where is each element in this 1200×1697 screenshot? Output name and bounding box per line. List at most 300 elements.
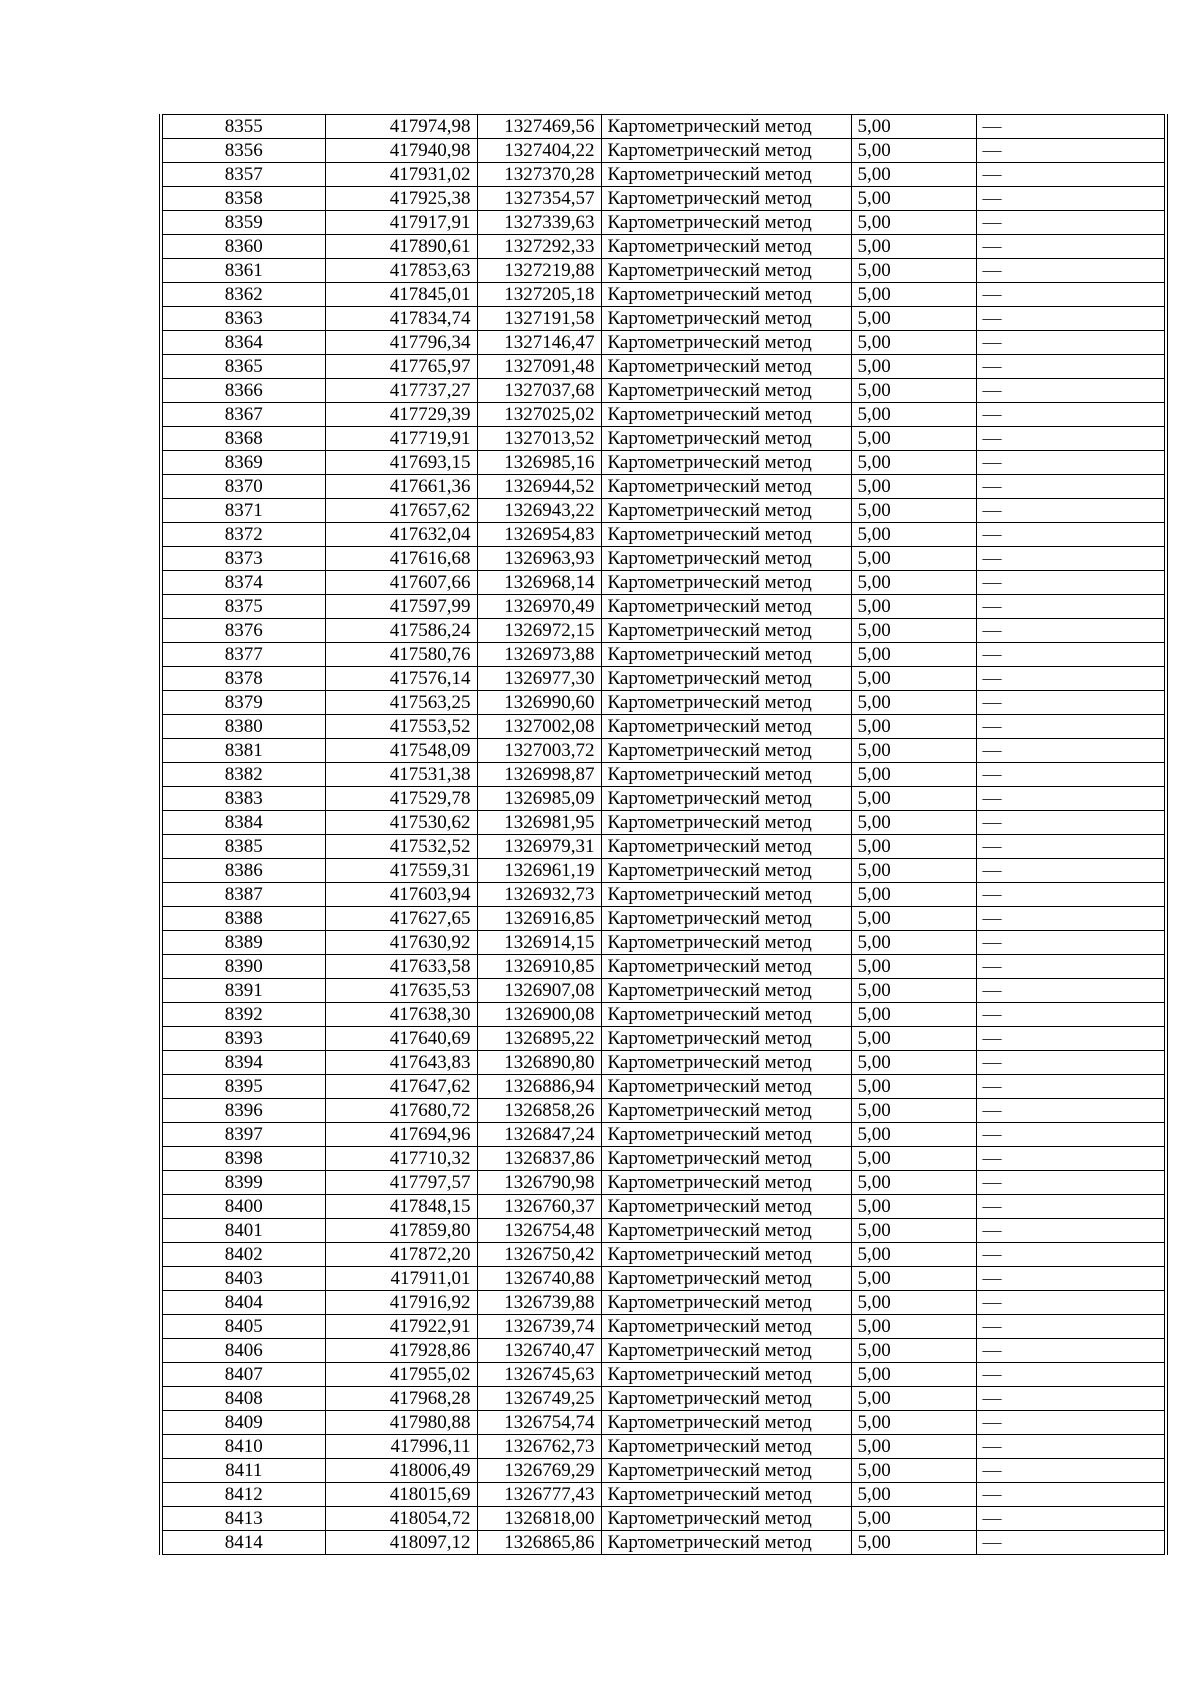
- y-coordinate-cell: 1326790,98: [477, 1171, 601, 1195]
- description-cell: —: [976, 1267, 1166, 1291]
- accuracy-cell: 5,00: [851, 763, 976, 787]
- y-coordinate-cell: 1326970,49: [477, 595, 601, 619]
- description-cell: —: [976, 787, 1166, 811]
- accuracy-cell: 5,00: [851, 451, 976, 475]
- accuracy-cell: 5,00: [851, 979, 976, 1003]
- method-cell: Картометрический метод: [601, 547, 851, 571]
- description-cell: —: [976, 1195, 1166, 1219]
- accuracy-cell: 5,00: [851, 115, 976, 139]
- method-cell: Картометрический метод: [601, 691, 851, 715]
- y-coordinate-cell: 1327025,02: [477, 403, 601, 427]
- accuracy-cell: 5,00: [851, 355, 976, 379]
- method-cell: Картометрический метод: [601, 1243, 851, 1267]
- description-cell: —: [976, 1147, 1166, 1171]
- description-cell: —: [976, 955, 1166, 979]
- y-coordinate-cell: 1327003,72: [477, 739, 601, 763]
- x-coordinate-cell: 417607,66: [325, 571, 477, 595]
- table-row: [161, 883, 1166, 907]
- table-row: [161, 1171, 1166, 1195]
- description-cell: —: [976, 619, 1166, 643]
- point-number-cell: 8392: [161, 1003, 325, 1027]
- y-coordinate-cell: 1326932,73: [477, 883, 601, 907]
- x-coordinate-cell: 417872,20: [325, 1243, 477, 1267]
- accuracy-cell: 5,00: [851, 1531, 976, 1555]
- description-cell: —: [976, 1507, 1166, 1531]
- table-row: [161, 715, 1166, 739]
- table-row: [161, 115, 1166, 139]
- x-coordinate-cell: 417940,98: [325, 139, 477, 163]
- x-coordinate-cell: 417693,15: [325, 451, 477, 475]
- accuracy-cell: 5,00: [851, 1459, 976, 1483]
- table-row: [161, 331, 1166, 355]
- point-number-cell: 8358: [161, 187, 325, 211]
- y-coordinate-cell: 1326762,73: [477, 1435, 601, 1459]
- accuracy-cell: 5,00: [851, 739, 976, 763]
- y-coordinate-cell: 1326943,22: [477, 499, 601, 523]
- y-coordinate-cell: 1326973,88: [477, 643, 601, 667]
- x-coordinate-cell: 417531,38: [325, 763, 477, 787]
- x-coordinate-cell: 417597,99: [325, 595, 477, 619]
- x-coordinate-cell: 417638,30: [325, 1003, 477, 1027]
- x-coordinate-cell: 417586,24: [325, 619, 477, 643]
- accuracy-cell: 5,00: [851, 235, 976, 259]
- description-cell: —: [976, 1003, 1166, 1027]
- accuracy-cell: 5,00: [851, 1123, 976, 1147]
- table-row: [161, 259, 1166, 283]
- y-coordinate-cell: 1326985,09: [477, 787, 601, 811]
- method-cell: Картометрический метод: [601, 475, 851, 499]
- y-coordinate-cell: 1327404,22: [477, 139, 601, 163]
- point-number-cell: 8361: [161, 259, 325, 283]
- table-row: [161, 1315, 1166, 1339]
- x-coordinate-cell: 417845,01: [325, 283, 477, 307]
- description-cell: —: [976, 475, 1166, 499]
- y-coordinate-cell: 1327037,68: [477, 379, 601, 403]
- x-coordinate-cell: 417853,63: [325, 259, 477, 283]
- accuracy-cell: 5,00: [851, 523, 976, 547]
- point-number-cell: 8412: [161, 1483, 325, 1507]
- method-cell: Картометрический метод: [601, 139, 851, 163]
- table-row: [161, 1363, 1166, 1387]
- x-coordinate-cell: 417719,91: [325, 427, 477, 451]
- point-number-cell: 8364: [161, 331, 325, 355]
- x-coordinate-cell: 417974,98: [325, 115, 477, 139]
- accuracy-cell: 5,00: [851, 691, 976, 715]
- table-row: [161, 1051, 1166, 1075]
- point-number-cell: 8382: [161, 763, 325, 787]
- point-number-cell: 8402: [161, 1243, 325, 1267]
- method-cell: Картометрический метод: [601, 1363, 851, 1387]
- method-cell: Картометрический метод: [601, 835, 851, 859]
- method-cell: Картометрический метод: [601, 1003, 851, 1027]
- table-row: [161, 187, 1166, 211]
- description-cell: —: [976, 283, 1166, 307]
- table-row: [161, 1411, 1166, 1435]
- table-row: [161, 1339, 1166, 1363]
- y-coordinate-cell: 1327013,52: [477, 427, 601, 451]
- accuracy-cell: 5,00: [851, 1243, 976, 1267]
- method-cell: Картометрический метод: [601, 1435, 851, 1459]
- method-cell: Картометрический метод: [601, 1171, 851, 1195]
- description-cell: —: [976, 139, 1166, 163]
- table-row: [161, 1099, 1166, 1123]
- table-row: [161, 403, 1166, 427]
- description-cell: —: [976, 907, 1166, 931]
- description-cell: —: [976, 115, 1166, 139]
- y-coordinate-cell: 1327146,47: [477, 331, 601, 355]
- method-cell: Картометрический метод: [601, 1339, 851, 1363]
- y-coordinate-cell: 1326985,16: [477, 451, 601, 475]
- y-coordinate-cell: 1326749,25: [477, 1387, 601, 1411]
- y-coordinate-cell: 1327292,33: [477, 235, 601, 259]
- description-cell: —: [976, 1459, 1166, 1483]
- method-cell: Картометрический метод: [601, 811, 851, 835]
- point-number-cell: 8377: [161, 643, 325, 667]
- y-coordinate-cell: 1326745,63: [477, 1363, 601, 1387]
- y-coordinate-cell: 1326818,00: [477, 1507, 601, 1531]
- y-coordinate-cell: 1327370,28: [477, 163, 601, 187]
- y-coordinate-cell: 1326739,74: [477, 1315, 601, 1339]
- point-number-cell: 8390: [161, 955, 325, 979]
- point-number-cell: 8380: [161, 715, 325, 739]
- method-cell: Картометрический метод: [601, 211, 851, 235]
- description-cell: —: [976, 811, 1166, 835]
- point-number-cell: 8367: [161, 403, 325, 427]
- y-coordinate-cell: 1326740,88: [477, 1267, 601, 1291]
- x-coordinate-cell: 417834,74: [325, 307, 477, 331]
- x-coordinate-cell: 417657,62: [325, 499, 477, 523]
- x-coordinate-cell: 417980,88: [325, 1411, 477, 1435]
- accuracy-cell: 5,00: [851, 1387, 976, 1411]
- y-coordinate-cell: 1326907,08: [477, 979, 601, 1003]
- point-number-cell: 8356: [161, 139, 325, 163]
- x-coordinate-cell: 417627,65: [325, 907, 477, 931]
- y-coordinate-cell: 1327191,58: [477, 307, 601, 331]
- description-cell: —: [976, 979, 1166, 1003]
- point-number-cell: 8389: [161, 931, 325, 955]
- point-number-cell: 8388: [161, 907, 325, 931]
- x-coordinate-cell: 417633,58: [325, 955, 477, 979]
- method-cell: Картометрический метод: [601, 715, 851, 739]
- accuracy-cell: 5,00: [851, 163, 976, 187]
- accuracy-cell: 5,00: [851, 1411, 976, 1435]
- accuracy-cell: 5,00: [851, 475, 976, 499]
- x-coordinate-cell: 418006,49: [325, 1459, 477, 1483]
- y-coordinate-cell: 1326754,74: [477, 1411, 601, 1435]
- method-cell: Картометрический метод: [601, 1027, 851, 1051]
- y-coordinate-cell: 1326777,43: [477, 1483, 601, 1507]
- x-coordinate-cell: 417922,91: [325, 1315, 477, 1339]
- point-number-cell: 8376: [161, 619, 325, 643]
- table-row: [161, 1195, 1166, 1219]
- description-cell: —: [976, 667, 1166, 691]
- point-number-cell: 8396: [161, 1099, 325, 1123]
- method-cell: Картометрический метод: [601, 619, 851, 643]
- table-row: [161, 1507, 1166, 1531]
- y-coordinate-cell: 1326837,86: [477, 1147, 601, 1171]
- table-row: [161, 451, 1166, 475]
- method-cell: Картометрический метод: [601, 1291, 851, 1315]
- y-coordinate-cell: 1326977,30: [477, 667, 601, 691]
- method-cell: Картометрический метод: [601, 1051, 851, 1075]
- description-cell: —: [976, 1339, 1166, 1363]
- y-coordinate-cell: 1326886,94: [477, 1075, 601, 1099]
- description-cell: —: [976, 1051, 1166, 1075]
- table-row: [161, 979, 1166, 1003]
- method-cell: Картометрический метод: [601, 667, 851, 691]
- accuracy-cell: 5,00: [851, 715, 976, 739]
- method-cell: Картометрический метод: [601, 403, 851, 427]
- description-cell: —: [976, 1363, 1166, 1387]
- accuracy-cell: 5,00: [851, 1003, 976, 1027]
- accuracy-cell: 5,00: [851, 1435, 976, 1459]
- method-cell: Картометрический метод: [601, 883, 851, 907]
- y-coordinate-cell: 1326954,83: [477, 523, 601, 547]
- description-cell: —: [976, 1027, 1166, 1051]
- x-coordinate-cell: 417765,97: [325, 355, 477, 379]
- method-cell: Картометрический метод: [601, 1267, 851, 1291]
- table-row: [161, 595, 1166, 619]
- accuracy-cell: 5,00: [851, 1027, 976, 1051]
- method-cell: Картометрический метод: [601, 283, 851, 307]
- y-coordinate-cell: 1327469,56: [477, 115, 601, 139]
- description-cell: —: [976, 1171, 1166, 1195]
- accuracy-cell: 5,00: [851, 1267, 976, 1291]
- method-cell: Картометрический метод: [601, 1411, 851, 1435]
- x-coordinate-cell: 417632,04: [325, 523, 477, 547]
- description-cell: —: [976, 835, 1166, 859]
- table-row: [161, 1531, 1166, 1555]
- description-cell: —: [976, 859, 1166, 883]
- point-number-cell: 8374: [161, 571, 325, 595]
- table-row: [161, 547, 1166, 571]
- x-coordinate-cell: 417931,02: [325, 163, 477, 187]
- x-coordinate-cell: 417563,25: [325, 691, 477, 715]
- method-cell: Картометрический метод: [601, 859, 851, 883]
- x-coordinate-cell: 417643,83: [325, 1051, 477, 1075]
- y-coordinate-cell: 1326890,80: [477, 1051, 601, 1075]
- x-coordinate-cell: 417916,92: [325, 1291, 477, 1315]
- point-number-cell: 8407: [161, 1363, 325, 1387]
- accuracy-cell: 5,00: [851, 1339, 976, 1363]
- accuracy-cell: 5,00: [851, 955, 976, 979]
- point-number-cell: 8406: [161, 1339, 325, 1363]
- method-cell: Картометрический метод: [601, 643, 851, 667]
- description-cell: —: [976, 163, 1166, 187]
- method-cell: Картометрический метод: [601, 355, 851, 379]
- table-row: [161, 1003, 1166, 1027]
- y-coordinate-cell: 1326858,26: [477, 1099, 601, 1123]
- description-cell: —: [976, 1219, 1166, 1243]
- x-coordinate-cell: 417635,53: [325, 979, 477, 1003]
- table-row: [161, 1483, 1166, 1507]
- accuracy-cell: 5,00: [851, 1507, 976, 1531]
- point-number-cell: 8408: [161, 1387, 325, 1411]
- table-row: [161, 1459, 1166, 1483]
- x-coordinate-cell: 417640,69: [325, 1027, 477, 1051]
- method-cell: Картометрический метод: [601, 1075, 851, 1099]
- method-cell: Картометрический метод: [601, 379, 851, 403]
- x-coordinate-cell: 417576,14: [325, 667, 477, 691]
- method-cell: Картометрический метод: [601, 1099, 851, 1123]
- x-coordinate-cell: 417917,91: [325, 211, 477, 235]
- accuracy-cell: 5,00: [851, 499, 976, 523]
- table-row: [161, 619, 1166, 643]
- point-number-cell: 8393: [161, 1027, 325, 1051]
- table-row: [161, 1291, 1166, 1315]
- point-number-cell: 8391: [161, 979, 325, 1003]
- description-cell: —: [976, 715, 1166, 739]
- description-cell: —: [976, 1531, 1166, 1555]
- table-row: [161, 955, 1166, 979]
- point-number-cell: 8404: [161, 1291, 325, 1315]
- point-number-cell: 8379: [161, 691, 325, 715]
- point-number-cell: 8366: [161, 379, 325, 403]
- table-row: [161, 163, 1166, 187]
- point-number-cell: 8375: [161, 595, 325, 619]
- y-coordinate-cell: 1326740,47: [477, 1339, 601, 1363]
- y-coordinate-cell: 1326865,86: [477, 1531, 601, 1555]
- point-number-cell: 8397: [161, 1123, 325, 1147]
- description-cell: —: [976, 883, 1166, 907]
- x-coordinate-cell: 417616,68: [325, 547, 477, 571]
- description-cell: —: [976, 523, 1166, 547]
- method-cell: Картометрический метод: [601, 331, 851, 355]
- point-number-cell: 8381: [161, 739, 325, 763]
- x-coordinate-cell: 417911,01: [325, 1267, 477, 1291]
- y-coordinate-cell: 1326895,22: [477, 1027, 601, 1051]
- accuracy-cell: 5,00: [851, 907, 976, 931]
- y-coordinate-cell: 1326916,85: [477, 907, 601, 931]
- x-coordinate-cell: 417661,36: [325, 475, 477, 499]
- point-number-cell: 8363: [161, 307, 325, 331]
- table-row: [161, 355, 1166, 379]
- accuracy-cell: 5,00: [851, 1315, 976, 1339]
- table-row: [161, 1219, 1166, 1243]
- method-cell: Картометрический метод: [601, 931, 851, 955]
- point-number-cell: 8401: [161, 1219, 325, 1243]
- description-cell: —: [976, 1315, 1166, 1339]
- table-row: [161, 571, 1166, 595]
- method-cell: Картометрический метод: [601, 163, 851, 187]
- method-cell: Картометрический метод: [601, 787, 851, 811]
- accuracy-cell: 5,00: [851, 139, 976, 163]
- table-row: [161, 835, 1166, 859]
- accuracy-cell: 5,00: [851, 571, 976, 595]
- description-cell: —: [976, 1291, 1166, 1315]
- point-number-cell: 8395: [161, 1075, 325, 1099]
- accuracy-cell: 5,00: [851, 1075, 976, 1099]
- point-number-cell: 8371: [161, 499, 325, 523]
- table-row: [161, 139, 1166, 163]
- description-cell: —: [976, 451, 1166, 475]
- x-coordinate-cell: 418097,12: [325, 1531, 477, 1555]
- table-row: [161, 739, 1166, 763]
- y-coordinate-cell: 1326972,15: [477, 619, 601, 643]
- x-coordinate-cell: 417737,27: [325, 379, 477, 403]
- table-row: [161, 763, 1166, 787]
- x-coordinate-cell: 417955,02: [325, 1363, 477, 1387]
- y-coordinate-cell: 1327002,08: [477, 715, 601, 739]
- description-cell: —: [976, 211, 1166, 235]
- y-coordinate-cell: 1327339,63: [477, 211, 601, 235]
- table-row: [161, 235, 1166, 259]
- x-coordinate-cell: 417529,78: [325, 787, 477, 811]
- x-coordinate-cell: 417647,62: [325, 1075, 477, 1099]
- accuracy-cell: 5,00: [851, 859, 976, 883]
- point-number-cell: 8385: [161, 835, 325, 859]
- y-coordinate-cell: 1326914,15: [477, 931, 601, 955]
- x-coordinate-cell: 417630,92: [325, 931, 477, 955]
- point-number-cell: 8355: [161, 115, 325, 139]
- description-cell: —: [976, 1123, 1166, 1147]
- y-coordinate-cell: 1326944,52: [477, 475, 601, 499]
- x-coordinate-cell: 417603,94: [325, 883, 477, 907]
- x-coordinate-cell: 417848,15: [325, 1195, 477, 1219]
- point-number-cell: 8399: [161, 1171, 325, 1195]
- accuracy-cell: 5,00: [851, 547, 976, 571]
- x-coordinate-cell: 417796,34: [325, 331, 477, 355]
- method-cell: Картометрический метод: [601, 1219, 851, 1243]
- method-cell: Картометрический метод: [601, 1147, 851, 1171]
- method-cell: Картометрический метод: [601, 427, 851, 451]
- table-row: [161, 643, 1166, 667]
- table-row: [161, 211, 1166, 235]
- accuracy-cell: 5,00: [851, 1195, 976, 1219]
- x-coordinate-cell: 417530,62: [325, 811, 477, 835]
- method-cell: Картометрический метод: [601, 1195, 851, 1219]
- point-number-cell: 8369: [161, 451, 325, 475]
- accuracy-cell: 5,00: [851, 379, 976, 403]
- accuracy-cell: 5,00: [851, 811, 976, 835]
- method-cell: Картометрический метод: [601, 1315, 851, 1339]
- method-cell: Картометрический метод: [601, 955, 851, 979]
- point-number-cell: 8394: [161, 1051, 325, 1075]
- table-row: [161, 499, 1166, 523]
- description-cell: —: [976, 355, 1166, 379]
- description-cell: —: [976, 739, 1166, 763]
- x-coordinate-cell: 417532,52: [325, 835, 477, 859]
- method-cell: Картометрический метод: [601, 259, 851, 283]
- point-number-cell: 8409: [161, 1411, 325, 1435]
- accuracy-cell: 5,00: [851, 259, 976, 283]
- point-number-cell: 8405: [161, 1315, 325, 1339]
- point-number-cell: 8411: [161, 1459, 325, 1483]
- description-cell: —: [976, 691, 1166, 715]
- point-number-cell: 8359: [161, 211, 325, 235]
- method-cell: Картометрический метод: [601, 499, 851, 523]
- point-number-cell: 8368: [161, 427, 325, 451]
- description-cell: —: [976, 571, 1166, 595]
- table-row: [161, 1075, 1166, 1099]
- point-number-cell: 8360: [161, 235, 325, 259]
- method-cell: Картометрический метод: [601, 979, 851, 1003]
- accuracy-cell: 5,00: [851, 283, 976, 307]
- y-coordinate-cell: 1326910,85: [477, 955, 601, 979]
- x-coordinate-cell: 417553,52: [325, 715, 477, 739]
- description-cell: —: [976, 1387, 1166, 1411]
- x-coordinate-cell: 417559,31: [325, 859, 477, 883]
- y-coordinate-cell: 1327354,57: [477, 187, 601, 211]
- description-cell: —: [976, 1075, 1166, 1099]
- table-row: [161, 931, 1166, 955]
- method-cell: Картометрический метод: [601, 571, 851, 595]
- accuracy-cell: 5,00: [851, 1291, 976, 1315]
- accuracy-cell: 5,00: [851, 331, 976, 355]
- table-row: [161, 691, 1166, 715]
- x-coordinate-cell: 417859,80: [325, 1219, 477, 1243]
- point-number-cell: 8372: [161, 523, 325, 547]
